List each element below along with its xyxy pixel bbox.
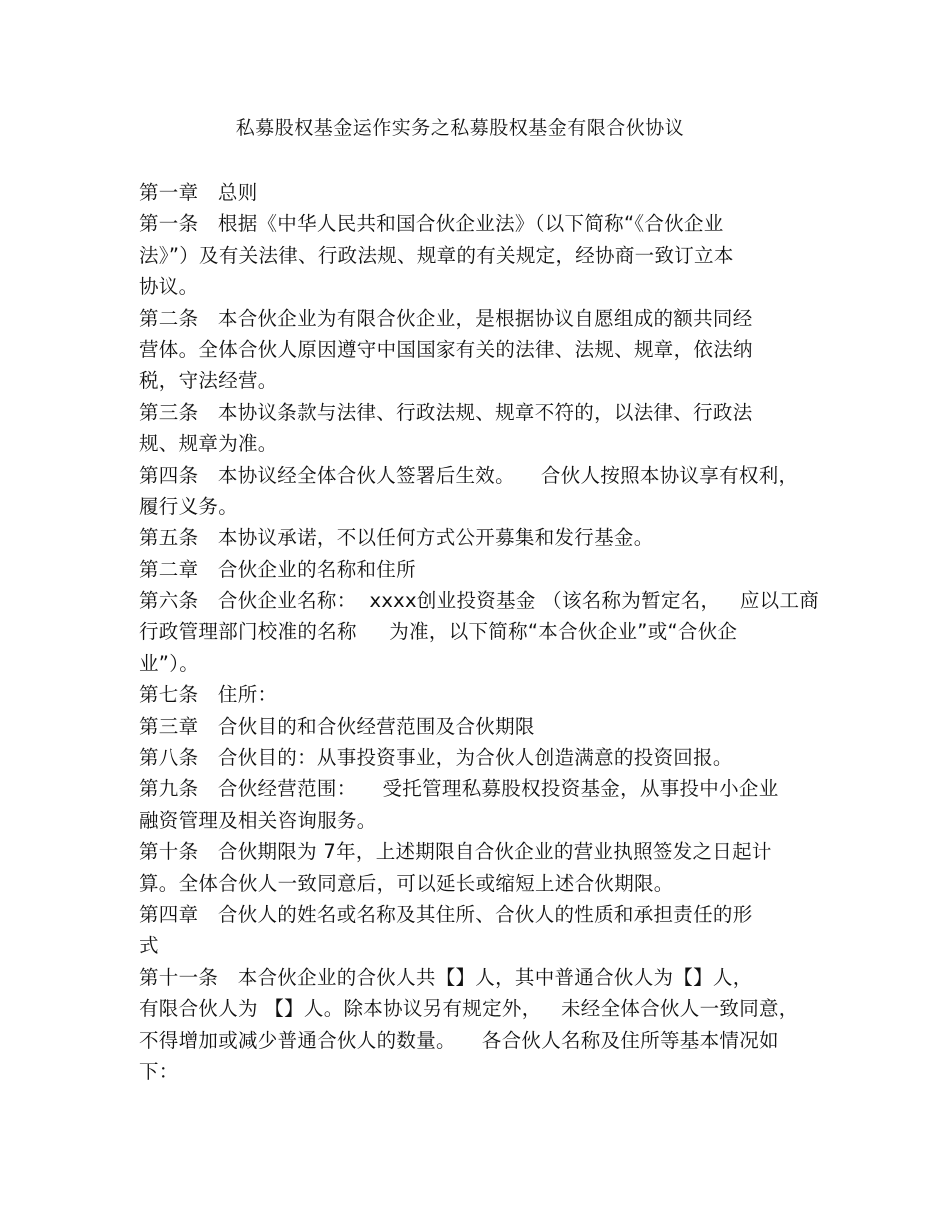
text-line: 第四条 本协议经全体合伙人签署后生效。 合伙人按照本协议享有权利，: [139, 463, 799, 487]
text-line: 有限合伙人为 【】人。除本协议另有规定外， 未经全体合伙人一致同意，: [139, 997, 799, 1021]
text-line: 行政管理部门校准的名称 为准，以下简称“本合伙企业”或“合伙企: [139, 620, 738, 644]
text-line: 第九条 合伙经营范围： 受托管理私募股权投资基金，从事投中小企业: [139, 777, 779, 801]
text-line: 算。全体合伙人一致同意后，可以延长或缩短上述合伙期限。: [139, 871, 674, 895]
text-line: 第一条 根据《中华人民共和国合伙企业法》（以下简称“《合伙企业: [139, 212, 724, 236]
text-line: 第二章 合伙企业的名称和住所: [139, 557, 416, 581]
text-line: 第二条 本合伙企业为有限合伙企业，是根据协议自愿组成的额共同经: [139, 306, 753, 330]
text-line: 第四章 合伙人的姓名或名称及其住所、合伙人的性质和承担责任的形: [139, 902, 753, 926]
text-line: 式: [139, 934, 159, 958]
text-line: 第十条 合伙期限为 7年，上述期限自合伙企业的营业执照签发之日起计: [139, 840, 772, 864]
document-title: 私募股权基金运作实务之私募股权基金有限合伙协议: [235, 117, 685, 139]
text-line: 第十一条 本合伙企业的合伙人共【】人，其中普通合伙人为【】人，: [139, 965, 753, 989]
document-body: [139, 177, 819, 1087]
text-line: 第八条 合伙目的：从事投资事业，为合伙人创造满意的投资回报。: [139, 746, 733, 770]
text-line: 法》”）及有关法律、行政法规、规章的有关规定，经协商一致订立本: [139, 243, 734, 267]
text-line: 规、规章为准。: [139, 432, 278, 456]
text-line: 下：: [139, 1059, 179, 1083]
text-line: 业”）。: [139, 651, 200, 675]
text-line: 融资管理及相关咨询服务。: [139, 808, 377, 832]
text-line: 不得增加或减少普通合伙人的数量。 各合伙人名称及住所等基本情况如: [139, 1028, 779, 1052]
text-line: 履行义务。: [139, 494, 239, 518]
text-line: 第一章 总则: [139, 181, 258, 204]
text-line: 第三章 合伙目的和合伙经营范围及合伙期限: [139, 714, 535, 738]
text-line: 第五条 本协议承诺，不以任何方式公开募集和发行基金。: [139, 526, 654, 550]
text-line: 协议。: [139, 275, 199, 299]
text-line: 第六条 合伙企业名称： xxxx创业投资基金 （该名称为暂定名， 应以工商: [139, 589, 820, 613]
text-line: 营体。全体合伙人原因遵守中国国家有关的法律、法规、规章，依法纳: [139, 337, 753, 361]
text-line: 第七条 住所：: [139, 683, 278, 707]
text-line: 第三条 本协议条款与法律、行政法规、规章不符的，以法律、行政法: [139, 400, 753, 424]
text-line: 税，守法经营。: [139, 369, 278, 393]
